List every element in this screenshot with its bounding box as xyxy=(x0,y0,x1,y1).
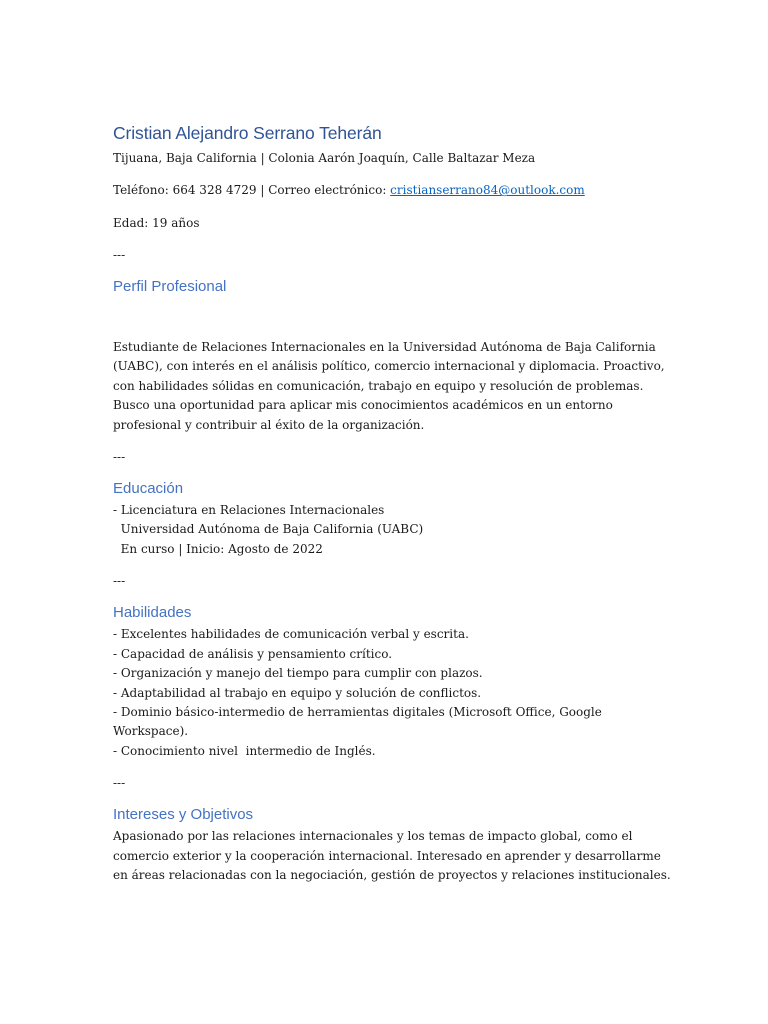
age-line: Edad: 19 años xyxy=(113,215,200,230)
email-link[interactable]: cristianserrano84@outlook.com xyxy=(390,183,585,198)
interests-paragraph xyxy=(113,827,673,885)
skill-item: Workspace). xyxy=(113,724,189,739)
phone-text: Teléfono: 664 328 4729 | Correo electrónico: xyxy=(113,183,391,198)
separator: --- xyxy=(113,248,126,263)
location-line: Tijuana, Baja California | Colonia Aarón Joaquín, Calle Baltazar Meza xyxy=(113,151,536,165)
profile-line: con habilidades sólidas en comunicación, trabajo en equipo y resolución de problemas. xyxy=(113,378,644,393)
interests-line: comercio exterior y la cooperación internacional. Interesado en aprender y desarrollarme xyxy=(113,848,661,863)
separator: --- xyxy=(113,574,126,589)
profile-line: profesional y contribuir al éxito de la organización. xyxy=(113,417,425,432)
education-line: En curso | Inicio: Agosto de 2022 xyxy=(113,541,323,556)
section-title-skills: Habilidades xyxy=(113,604,192,622)
profile-line: Busco una oportunidad para aplicar mis conocimientos académicos en un entorno xyxy=(113,398,613,413)
section-title-profile: Perfil Profesional xyxy=(113,278,227,296)
candidate-name: Cristian Alejandro Serrano Teherán xyxy=(113,123,382,143)
education-paragraph xyxy=(113,501,673,559)
section-title-education: Educación xyxy=(113,480,184,498)
skill-item: - Capacidad de análisis y pensamiento crítico. xyxy=(113,646,393,661)
resume-content xyxy=(113,123,673,885)
education-line: - Licenciatura en Relaciones Internacionales xyxy=(113,503,385,518)
section-title-interests: Intereses y Objetivos xyxy=(113,806,254,824)
skill-item: - Organización y manejo del tiempo para cumplir con plazos. xyxy=(113,666,483,681)
education-line: Universidad Autónoma de Baja California (UABC) xyxy=(113,522,424,537)
profile-line: (UABC), con interés en el análisis político, comercio internacional y diplomacia. Proactivo, xyxy=(113,359,665,374)
separator: --- xyxy=(113,776,126,791)
interests-line: en áreas relacionadas con la negociación, gestión de proyectos y relaciones institucionales. xyxy=(113,867,671,882)
separator: --- xyxy=(113,450,126,465)
profile-paragraph xyxy=(113,299,673,435)
skill-item: - Excelentes habilidades de comunicación verbal y escrita. xyxy=(113,627,469,642)
skills-paragraph xyxy=(113,625,673,761)
contact-line xyxy=(113,181,673,200)
skill-item: - Adaptabilidad al trabajo en equipo y solución de conflictos. xyxy=(113,685,482,700)
skill-item: - Dominio básico-intermedio de herramientas digitales (Microsoft Office, Google xyxy=(113,704,602,719)
skill-item: - Conocimiento nivel intermedio de Inglés. xyxy=(113,743,376,758)
interests-line: Apasionado por las relaciones internacionales y los temas de impacto global, como el xyxy=(113,829,633,844)
profile-line: Estudiante de Relaciones Internacionales en la Universidad Autónoma de Baja California xyxy=(113,340,656,355)
